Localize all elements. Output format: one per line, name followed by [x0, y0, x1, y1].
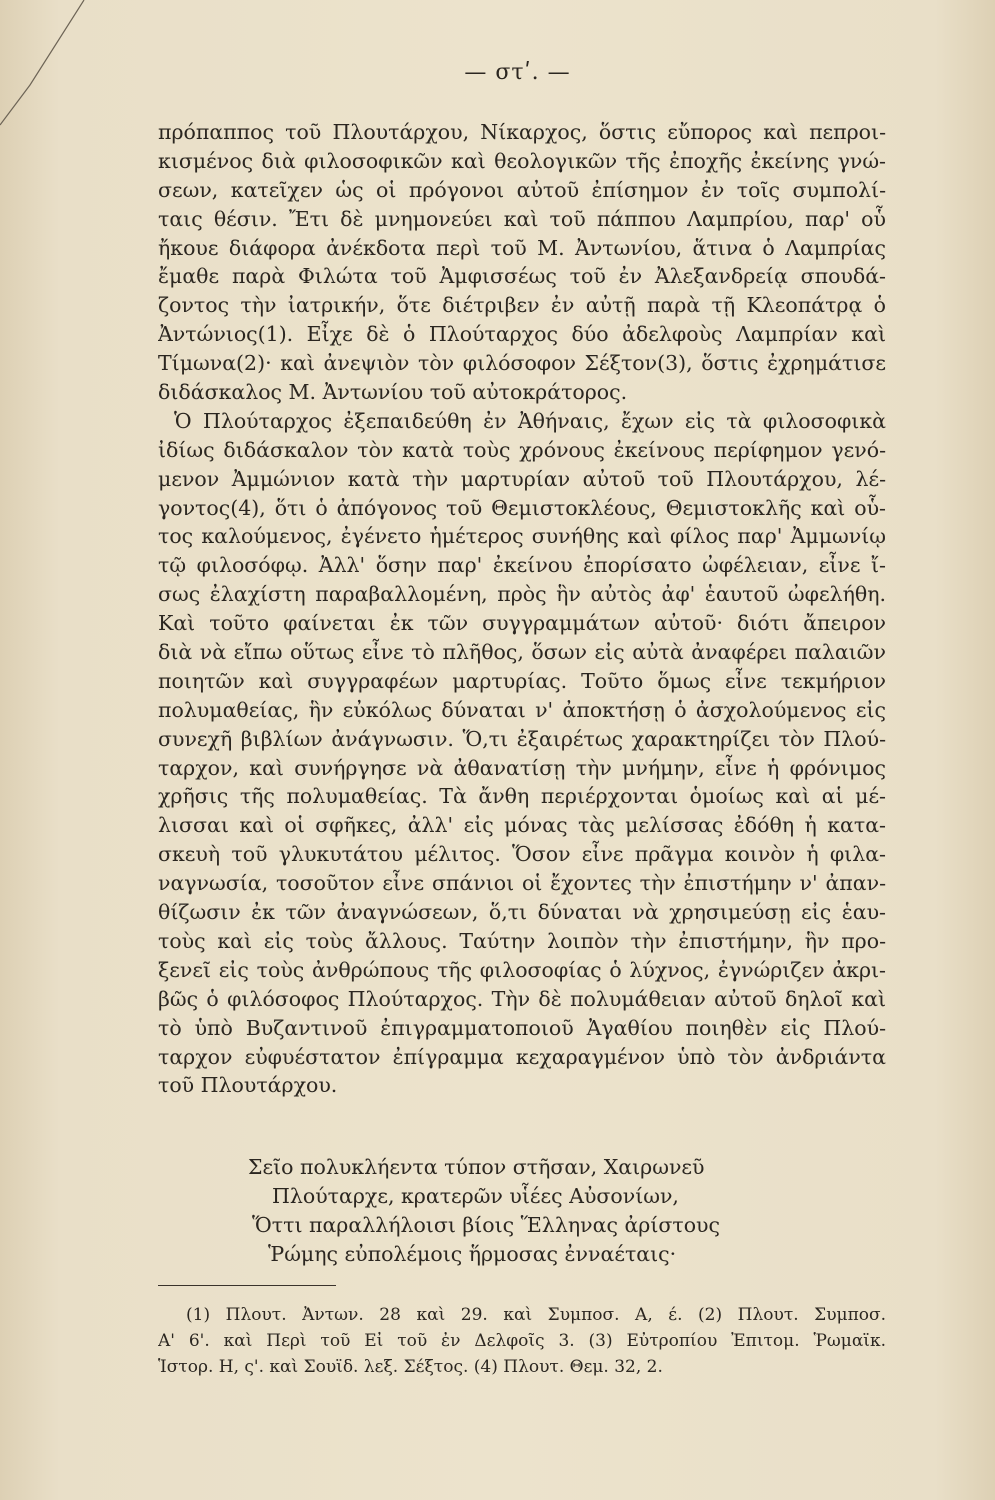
footnote-line: (1) Πλουτ. Ἀντων. 28 καὶ 29. καὶ Συμποσ. Α, έ. (2) Πλουτ. Συμποσ. — [186, 1305, 886, 1325]
text-line: λισσαι καὶ οἱ σφῆκες, ἀλλ' εἰς μόνας τὰς μελίσσας ἐδόθη ἡ κατα- — [158, 813, 886, 838]
body-text — [158, 118, 886, 1100]
text-line: ἤκουε διάφορα ἀνέκδοτα περὶ τοῦ Μ. Ἀντωνίου, ἅτινα ὁ Λαμπρίας — [158, 235, 886, 260]
poem-verse: Ῥώμης εὐπολέμοις ἥρμοσας ἐνναέταις· — [268, 1242, 677, 1266]
text-line: βῶς ὁ φιλόσοφος Πλούταρχος. Τὴν δὲ πολυμάθειαν αὐτοῦ δηλοῖ καὶ — [158, 986, 886, 1011]
text-line: μενον Ἀμμώνιον κατὰ τὴν μαρτυρίαν αὐτοῦ τοῦ Πλουτάρχου, λέ- — [158, 466, 886, 491]
text-line: ἰδίως διδάσκαλον τὸν κατὰ τοὺς χρόνους ἐκείνους περίφημον γενό- — [158, 437, 886, 462]
text-line: ζοντος τὴν ἰατρικήν, ὅτε διέτριβεν ἐν αὐτῇ παρὰ τῇ Κλεοπάτρᾳ ὁ — [158, 293, 886, 318]
text-line: ταρχον, καὶ συνήργησε νὰ ἀθανατίσῃ τὴν μνήμην, εἶνε ἡ φρόνιμος — [158, 755, 886, 780]
text-line: τος καλούμενος, ἐγένετο ἡμέτερος συνήθης καὶ φίλος παρ' Ἀμμωνίῳ — [158, 524, 886, 549]
text-line: ταρχον εὐφυέστατον ἐπίγραμμα κεχαραγμένον ὑπὸ τὸν ἀνδριάντα — [158, 1044, 886, 1069]
text-line: Ὁ Πλούταρχος ἐξεπαιδεύθη ἐν Ἀθήναις, ἔχων εἰς τὰ φιλοσοφικὰ — [174, 408, 886, 433]
text-line: τοῦ Πλουτάρχου. — [158, 1073, 338, 1098]
text-line: συνεχῆ βιβλίων ἀνάγνωσιν. Ὅ,τι ἐξαιρέτως χαρακτηρίζει τὸν Πλού- — [158, 726, 886, 751]
footnotes — [158, 1302, 886, 1380]
text-line: χρῆσις τῆς πολυμαθείας. Τὰ ἄνθη περιέρχονται ὁμοίως καὶ αἱ μέ- — [158, 784, 886, 809]
text-line: ἔμαθε παρὰ Φιλώτα τοῦ Ἀμφισσέως τοῦ ἐν Ἀλεξανδρείᾳ σπουδά- — [158, 264, 886, 289]
text-line: ναγνωσία, τοσοῦτον εἶνε σπάνιοι οἱ ἔχοντες τὴν ἐπιστήμην ν' ἀπαν- — [158, 871, 886, 896]
text-line: κισμένος διὰ φιλοσοφικῶν καὶ θεολογικῶν τῆς ἐποχῆς ἐκείνης γνώ- — [158, 148, 886, 173]
footnote-line: Ἱστορ. Η, ς'. καὶ Σουϊδ. λεξ. Σέξτος. (4) Πλουτ. Θεμ. 32, 2. — [158, 1357, 663, 1377]
text-line: ποιητῶν καὶ συγγραφέων μαρτυρίας. Τοῦτο ὅμως εἶνε τεκμήριον — [158, 668, 886, 693]
text-line: τῷ φιλοσόφῳ. Ἀλλ' ὅσην παρ' ἐκείνου ἐπορίσατο ὠφέλειαν, εἶνε ἴ- — [158, 553, 886, 578]
text-line: τοὺς καὶ εἰς τοὺς ἄλλους. Ταύτην λοιπὸν τὴν ἐπιστήμην, ἣν προ- — [158, 928, 886, 953]
text-line: πολυμαθείας, ἣν εὐκόλως δύναται ν' ἀποκτήσῃ ὁ ἀσχολούμενος εἰς — [158, 697, 886, 722]
text-line: τὸ ὑπὸ Βυζαντινοῦ ἐπιγραμματοποιοῦ Ἀγαθίου ποιηθὲν εἰς Πλού- — [158, 1015, 886, 1040]
text-line: θίζωσιν ἐκ τῶν ἀναγνώσεων, ὅ,τι δύναται νὰ χρησιμεύσῃ εἰς ἑαυ- — [158, 900, 886, 925]
text-line: Ἀντώνιος(1). Εἶχε δὲ ὁ Πλούταρχος δύο ἀδελφοὺς Λαμπρίαν καὶ — [158, 322, 886, 347]
footnote-divider — [158, 1285, 336, 1286]
text-line: σκευὴ τοῦ γλυκυτάτου μέλιτος. Ὅσον εἶνε πρᾶγμα κοινὸν ἡ φιλα- — [158, 842, 886, 867]
text-line: πρόπαππος τοῦ Πλουτάρχου, Νίκαρχος, ὅστις εὔπορος καὶ πεπροι- — [158, 120, 886, 144]
epigram-poem — [240, 1153, 800, 1269]
text-line: σως ἐλαχίστη παραβαλλομένη, πρὸς ἣν αὐτὸς ἀφ' ἑαυτοῦ ὠφελήθη. — [158, 582, 886, 607]
text-line: Καὶ τοῦτο φαίνεται ἐκ τῶν συγγραμμάτων αὐτοῦ· διότι ἄπειρον — [158, 611, 886, 636]
footnote-line: Α' 6'. καὶ Περὶ τοῦ Εἰ τοῦ ἐν Δελφοῖς 3. (3) Εὐτροπίου Ἐπιτομ. Ῥωμαϊκ. — [158, 1331, 886, 1351]
text-line: ξενεῖ εἰς τοὺς ἀνθρώπους τῆς φιλοσοφίας ὁ λύχνος, ἐγνώριζεν ἀκρι- — [158, 957, 886, 982]
text-line: γοντος(4), ὅτι ὁ ἀπόγονος τοῦ Θεμιστοκλέους, Θεμιστοκλῆς καὶ οὗ- — [158, 495, 886, 520]
poem-verse: Πλούταρχε, κρατερῶν υἷέες Αὐσονίων, — [272, 1184, 679, 1208]
text-line: διδάσκαλος Μ. Ἀντωνίου τοῦ αὐτοκράτορος. — [158, 380, 628, 405]
text-line: διὰ νὰ εἴπω οὕτως εἶνε τὸ πλῆθος, ὅσων εἰς αὐτὰ ἀναφέρει παλαιῶν — [158, 640, 886, 665]
text-line: Τίμωνα(2)· καὶ ἀνεψιὸν τὸν φιλόσοφον Σέξτον(3), ὅστις ἐχρημάτισε — [158, 351, 886, 376]
page-number: — στʹ. — — [464, 60, 571, 85]
text-line: ταις θέσιν. Ἔτι δὲ μνημονεύει καὶ τοῦ πάππου Λαμπρίου, παρ' οὗ — [158, 206, 886, 231]
text-line: σεων, κατεῖχεν ὡς οἱ πρόγονοι αὐτοῦ ἐπίσημον ἐν τοῖς συμπολί- — [158, 177, 886, 202]
poem-verse: Ὅττι παραλλήλοισι βίοις Ἕλληνας ἀρίστους — [252, 1213, 720, 1237]
poem-verse: Σεῖο πολυκλήεντα τύπον στῆσαν, Χαιρωνεῦ — [248, 1155, 705, 1179]
